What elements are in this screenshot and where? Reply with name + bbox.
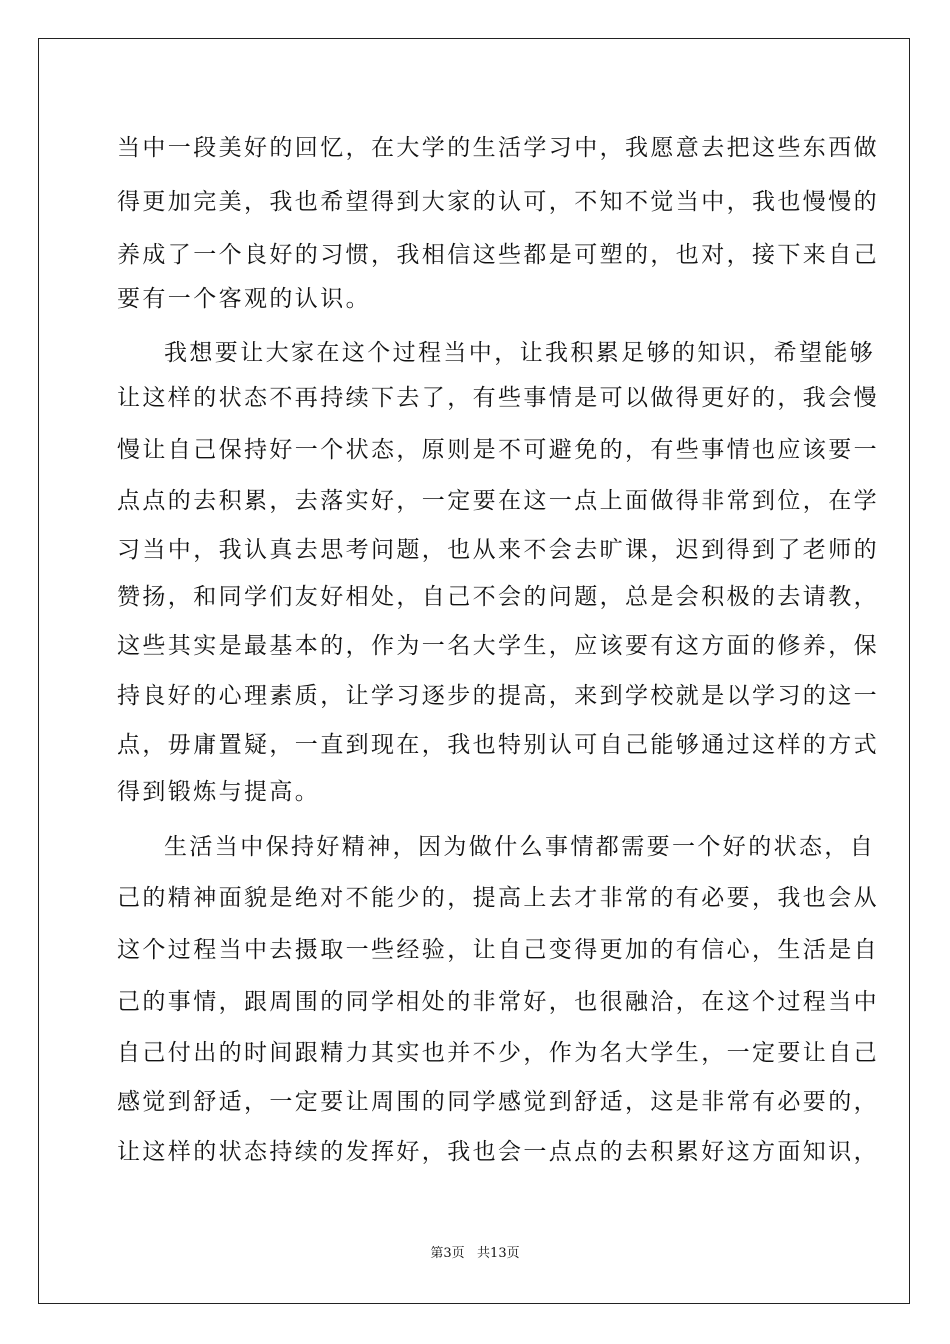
text-line: 这些其实是最基本的，作为一名大学生，应该要有这方面的修养，保 (117, 633, 879, 659)
text-line: 让这样的状态持续的发挥好，我也会一点点的去积累好这方面知识， (117, 1139, 879, 1165)
paragraph-first-line: 生活当中保持好精神，因为做什么事情都需要一个好的状态，自 (164, 834, 876, 860)
text-line: 慢让自己保持好一个状态，原则是不可避免的，有些事情也应该要一 (117, 437, 879, 463)
text-line: 当中一段美好的回忆，在大学的生活学习中，我愿意去把这些东西做 (117, 135, 879, 161)
text-line: 得更加完美，我也希望得到大家的认可，不知不觉当中，我也慢慢的 (117, 189, 879, 215)
text-line: 养成了一个良好的习惯，我相信这些都是可塑的，也对，接下来自己 (117, 242, 879, 268)
text-line: 持良好的心理素质，让学习逐步的提高，来到学校就是以学习的这一 (117, 683, 879, 709)
text-line: 点，毋庸置疑，一直到现在，我也特别认可自己能够通过这样的方式 (117, 732, 879, 758)
text-line: 己的事情，跟周围的同学相处的非常好，也很融洽，在这个过程当中 (117, 989, 879, 1015)
text-line: 己的精神面貌是绝对不能少的，提高上去才非常的有必要，我也会从 (117, 885, 879, 911)
text-line: 这个过程当中去摄取一些经验，让自己变得更加的有信心，生活是自 (117, 937, 879, 963)
paragraph-first-line: 我想要让大家在这个过程当中，让我积累足够的知识，希望能够 (164, 340, 876, 366)
text-line: 赞扬，和同学们友好相处，自己不会的问题，总是会积极的去请教， (117, 584, 879, 610)
text-line: 得到锻炼与提高。 (117, 779, 321, 805)
page-footer: 第3页 共13页 (430, 1246, 520, 1261)
text-line: 感觉到舒适，一定要让周围的同学感觉到舒适，这是非常有必要的， (117, 1089, 879, 1115)
text-line: 让这样的状态不再持续下去了，有些事情是可以做得更好的，我会慢 (117, 385, 879, 411)
text-line: 自己付出的时间跟精力其实也并不少，作为名大学生，一定要让自己 (117, 1040, 879, 1066)
text-line: 点点的去积累，去落实好，一定要在这一点上面做得非常到位，在学 (117, 488, 879, 514)
text-line: 要有一个客观的认识。 (117, 286, 371, 312)
text-line: 习当中，我认真去思考问题，也从来不会去旷课，迟到得到了老师的 (117, 537, 879, 563)
